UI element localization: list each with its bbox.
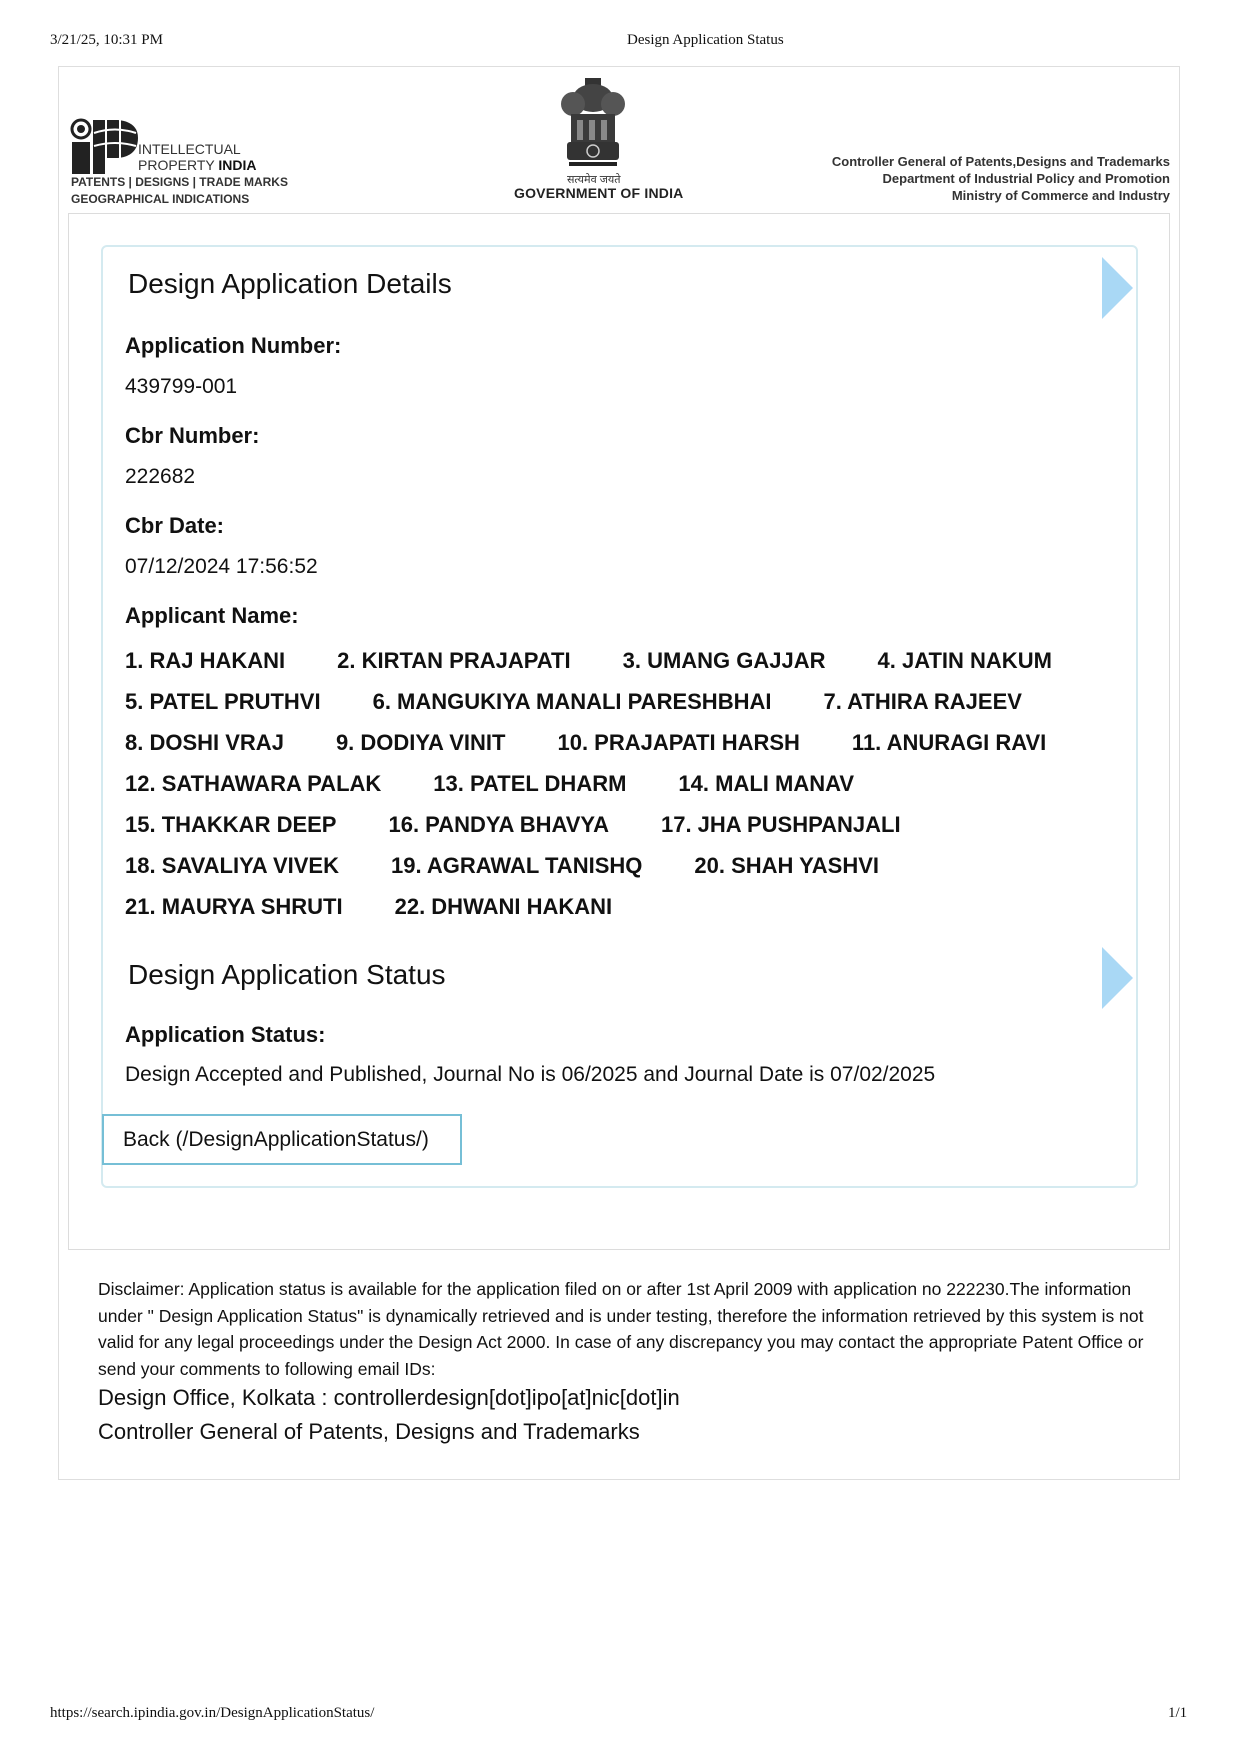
cbr-date-label: Cbr Date:	[125, 513, 225, 538]
applicant-row	[125, 804, 1115, 845]
applicant-name: 17. JHA PUSHPANJALI	[660, 811, 901, 837]
applicant-name: 13. PATEL DHARM	[433, 770, 627, 796]
applicant-name: 22. DHWANI HAKANI	[394, 893, 613, 919]
government-of-india-label: GOVERNMENT OF INDIA	[514, 185, 684, 201]
national-emblem-icon	[555, 76, 631, 177]
cbr-number-value: 222682	[125, 465, 196, 488]
ip-logo-text	[138, 141, 257, 173]
applicant-row	[125, 722, 1115, 763]
applicant-name: 2. KIRTAN PRAJAPATI	[337, 647, 571, 673]
applicant-name: 18. SAVALIYA VIVEK	[125, 852, 339, 878]
applicant-row	[125, 886, 1115, 927]
application-status-label: Application Status:	[125, 1022, 326, 1047]
applicant-name: 20. SHAH YASHVI	[694, 852, 880, 878]
cbr-number-label: Cbr Number:	[125, 423, 260, 448]
ip-logo-line2a: PROPERTY	[138, 157, 219, 173]
applicant-name-label: Applicant Name:	[125, 603, 299, 628]
applicant-name: 6. MANGUKIYA MANALI PARESHBHAI	[372, 688, 772, 714]
ip-logo-subtitle	[71, 174, 288, 208]
applicant-row	[125, 681, 1115, 722]
applicant-names-list	[125, 640, 1115, 927]
applicant-name: 16. PANDYA BHAVYA	[388, 811, 609, 837]
application-number-label: Application Number:	[125, 333, 342, 358]
print-datetime: 3/21/25, 10:31 PM	[50, 32, 163, 48]
applicant-name: 3. UMANG GAJJAR	[622, 647, 826, 673]
applicant-name: 19. AGRAWAL TANISHQ	[390, 852, 643, 878]
application-number-value: 439799-001	[125, 375, 238, 398]
ip-logo-line4: GEOGRAPHICAL INDICATIONS	[71, 192, 250, 206]
disclaimer-text: Disclaimer: Application status is available for the application filed on or after 1st April 2009 with application no 222230.The information under " Design Application Status" is dynamically retrieved and is under testing, therefore the information retrieved by this system is not valid for any legal proceedings under the Design Act 2000. In case of any discrepancy you may contact the appropriate Patent Office or send your comments to following email IDs:	[98, 1279, 1144, 1379]
applicant-name: 21. MAURYA SHRUTI	[125, 893, 343, 919]
applicant-name: 8. DOSHI VRAJ	[125, 729, 284, 755]
dept-line2: Department of Industrial Policy and Promotion	[882, 171, 1170, 186]
applicant-name: 10. PRAJAPATI HARSH	[557, 729, 800, 755]
ip-logo-mark-icon	[70, 118, 140, 174]
section-arrow-icon	[1102, 947, 1133, 1009]
print-page-title: Design Application Status	[627, 32, 784, 48]
applicant-name: 9. DODIYA VINIT	[335, 729, 506, 755]
dept-line3: Ministry of Commerce and Industry	[951, 188, 1170, 203]
application-status-value: Design Accepted and Published, Journal No is 06/2025 and Journal Date is 07/02/2025	[125, 1063, 936, 1086]
applicant-name: 5. PATEL PRUTHVI	[125, 688, 321, 714]
cbr-date-value: 07/12/2024 17:56:52	[125, 555, 318, 578]
applicant-name: 15. THAKKAR DEEP	[125, 811, 337, 837]
back-button[interactable]: Back (/DesignApplicationStatus/)	[102, 1114, 462, 1165]
applicant-name: 14. MALI MANAV	[678, 770, 855, 796]
applicant-name: 7. ATHIRA RAJEEV	[823, 688, 1022, 714]
applicant-row	[125, 845, 1115, 886]
emblem-motto: सत्यमेव जयते	[567, 174, 621, 186]
details-section-title: Design Application Details	[128, 268, 452, 299]
applicant-name: 12. SATHAWARA PALAK	[125, 770, 382, 796]
department-info	[832, 153, 1170, 204]
contact-controller-general: Controller General of Patents, Designs and Trademarks	[98, 1419, 640, 1444]
ip-logo-line1: INTELLECTUAL	[138, 141, 241, 157]
applicant-row	[125, 763, 1115, 804]
print-page-number: 1/1	[1168, 1705, 1188, 1721]
applicant-row	[125, 640, 1115, 681]
ip-india-logo	[70, 118, 140, 179]
ip-logo-line2b: INDIA	[218, 157, 257, 173]
ip-logo-line3: PATENTS | DESIGNS | TRADE MARKS	[71, 175, 288, 189]
dept-line1: Controller General of Patents,Designs and Trademarks	[831, 154, 1170, 169]
applicant-name: 1. RAJ HAKANI	[125, 647, 286, 673]
section-arrow-icon	[1102, 257, 1133, 319]
print-url: https://search.ipindia.gov.in/DesignApplicationStatus/	[50, 1705, 375, 1721]
status-section-title: Design Application Status	[128, 959, 446, 990]
contact-design-office: Design Office, Kolkata : controllerdesign[dot]ipo[at]nic[dot]in	[98, 1385, 680, 1410]
applicant-name: 11. ANURAGI RAVI	[851, 729, 1047, 755]
applicant-name: 4. JATIN NAKUM	[877, 647, 1052, 673]
